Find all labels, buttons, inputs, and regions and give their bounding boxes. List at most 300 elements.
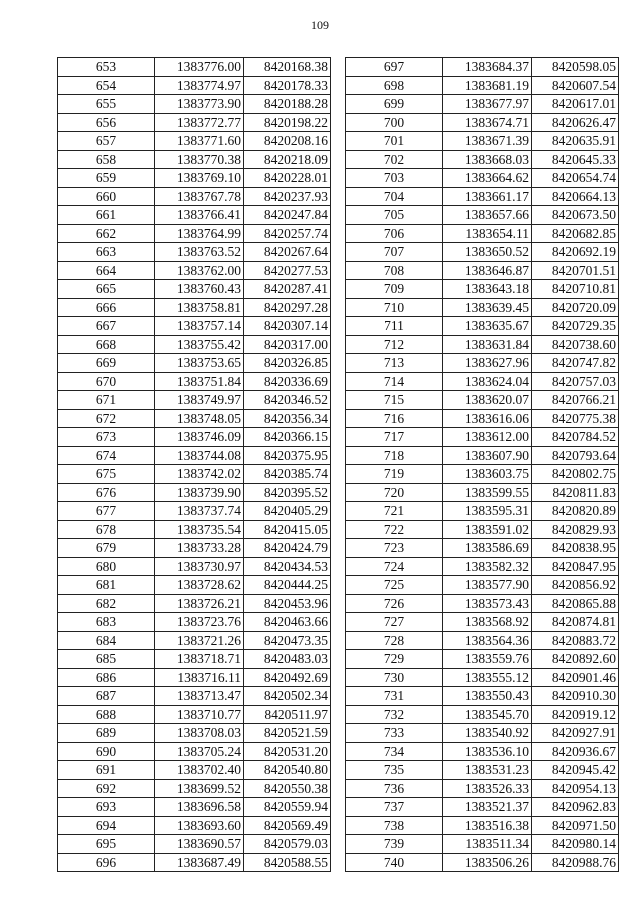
- point-number-cell: 665: [58, 280, 155, 299]
- y-coordinate-cell: 8420218.09: [244, 150, 331, 169]
- point-number-cell: 663: [58, 243, 155, 262]
- point-number-cell: 683: [58, 613, 155, 632]
- y-coordinate-cell: 8420492.69: [244, 668, 331, 687]
- point-number-cell: 732: [346, 705, 443, 724]
- table-row: [346, 705, 619, 724]
- table-row: [58, 224, 331, 243]
- x-coordinate-cell: 1383708.03: [155, 724, 244, 743]
- table-row: [58, 816, 331, 835]
- point-number-cell: 653: [58, 58, 155, 77]
- table-row: [58, 113, 331, 132]
- y-coordinate-cell: 8420247.84: [244, 206, 331, 225]
- x-coordinate-cell: 1383521.37: [443, 798, 532, 817]
- y-coordinate-cell: 8420307.14: [244, 317, 331, 336]
- y-coordinate-cell: 8420559.94: [244, 798, 331, 817]
- y-coordinate-cell: 8420550.38: [244, 779, 331, 798]
- point-number-cell: 664: [58, 261, 155, 280]
- point-number-cell: 671: [58, 391, 155, 410]
- x-coordinate-cell: 1383753.65: [155, 354, 244, 373]
- point-number-cell: 736: [346, 779, 443, 798]
- y-coordinate-cell: 8420738.60: [532, 335, 619, 354]
- y-coordinate-cell: 8420287.41: [244, 280, 331, 299]
- x-coordinate-cell: 1383677.97: [443, 95, 532, 114]
- table-row: [346, 317, 619, 336]
- table-row: [346, 187, 619, 206]
- y-coordinate-cell: 8420757.03: [532, 372, 619, 391]
- table-row: [346, 520, 619, 539]
- table-row: [346, 853, 619, 872]
- point-number-cell: 685: [58, 650, 155, 669]
- y-coordinate-cell: 8420502.34: [244, 687, 331, 706]
- point-number-cell: 677: [58, 502, 155, 521]
- y-coordinate-cell: 8420793.64: [532, 446, 619, 465]
- y-coordinate-cell: 8420910.30: [532, 687, 619, 706]
- point-number-cell: 698: [346, 76, 443, 95]
- y-coordinate-cell: 8420847.95: [532, 557, 619, 576]
- x-coordinate-cell: 1383726.21: [155, 594, 244, 613]
- point-number-cell: 658: [58, 150, 155, 169]
- table-row: [346, 779, 619, 798]
- x-coordinate-cell: 1383693.60: [155, 816, 244, 835]
- table-row: [58, 631, 331, 650]
- x-coordinate-cell: 1383545.70: [443, 705, 532, 724]
- x-coordinate-cell: 1383687.49: [155, 853, 244, 872]
- y-coordinate-cell: 8420936.67: [532, 742, 619, 761]
- table-row: [346, 76, 619, 95]
- point-number-cell: 660: [58, 187, 155, 206]
- point-number-cell: 694: [58, 816, 155, 835]
- point-number-cell: 722: [346, 520, 443, 539]
- point-number-cell: 655: [58, 95, 155, 114]
- point-number-cell: 718: [346, 446, 443, 465]
- y-coordinate-cell: 8420729.35: [532, 317, 619, 336]
- table-row: [58, 557, 331, 576]
- x-coordinate-cell: 1383573.43: [443, 594, 532, 613]
- point-number-cell: 656: [58, 113, 155, 132]
- table-row: [58, 150, 331, 169]
- point-number-cell: 687: [58, 687, 155, 706]
- point-number-cell: 739: [346, 835, 443, 854]
- y-coordinate-cell: 8420444.25: [244, 576, 331, 595]
- point-number-cell: 731: [346, 687, 443, 706]
- x-coordinate-cell: 1383705.24: [155, 742, 244, 761]
- x-coordinate-cell: 1383603.75: [443, 465, 532, 484]
- table-row: [346, 169, 619, 188]
- table-row: [58, 687, 331, 706]
- point-number-cell: 701: [346, 132, 443, 151]
- y-coordinate-cell: 8420415.05: [244, 520, 331, 539]
- point-number-cell: 657: [58, 132, 155, 151]
- y-coordinate-cell: 8420962.83: [532, 798, 619, 817]
- table-row: [58, 798, 331, 817]
- table-row: [58, 372, 331, 391]
- y-coordinate-cell: 8420747.82: [532, 354, 619, 373]
- point-number-cell: 699: [346, 95, 443, 114]
- table-row: [346, 483, 619, 502]
- point-number-cell: 654: [58, 76, 155, 95]
- table-row: [346, 206, 619, 225]
- point-number-cell: 672: [58, 409, 155, 428]
- x-coordinate-cell: 1383564.36: [443, 631, 532, 650]
- point-number-cell: 690: [58, 742, 155, 761]
- table-row: [346, 798, 619, 817]
- x-coordinate-cell: 1383751.84: [155, 372, 244, 391]
- y-coordinate-cell: 8420617.01: [532, 95, 619, 114]
- point-number-cell: 712: [346, 335, 443, 354]
- y-coordinate-cell: 8420635.91: [532, 132, 619, 151]
- y-coordinate-cell: 8420188.28: [244, 95, 331, 114]
- x-coordinate-cell: 1383526.33: [443, 779, 532, 798]
- x-coordinate-cell: 1383744.08: [155, 446, 244, 465]
- x-coordinate-cell: 1383769.10: [155, 169, 244, 188]
- point-number-cell: 725: [346, 576, 443, 595]
- x-coordinate-cell: 1383536.10: [443, 742, 532, 761]
- x-coordinate-cell: 1383730.97: [155, 557, 244, 576]
- coordinate-table-right-body: [346, 58, 619, 872]
- table-row: [58, 169, 331, 188]
- point-number-cell: 716: [346, 409, 443, 428]
- y-coordinate-cell: 8420856.92: [532, 576, 619, 595]
- table-row: [346, 261, 619, 280]
- y-coordinate-cell: 8420692.19: [532, 243, 619, 262]
- table-row: [346, 372, 619, 391]
- table-row: [346, 557, 619, 576]
- y-coordinate-cell: 8420883.72: [532, 631, 619, 650]
- table-row: [346, 761, 619, 780]
- table-row: [346, 816, 619, 835]
- table-row: [58, 483, 331, 502]
- table-row: [346, 150, 619, 169]
- table-row: [58, 428, 331, 447]
- page-number: 109: [311, 18, 329, 32]
- y-coordinate-cell: 8420463.66: [244, 613, 331, 632]
- x-coordinate-cell: 1383631.84: [443, 335, 532, 354]
- x-coordinate-cell: 1383643.18: [443, 280, 532, 299]
- y-coordinate-cell: 8420654.74: [532, 169, 619, 188]
- x-coordinate-cell: 1383595.31: [443, 502, 532, 521]
- x-coordinate-cell: 1383735.54: [155, 520, 244, 539]
- table-row: [58, 724, 331, 743]
- point-number-cell: 659: [58, 169, 155, 188]
- coordinate-table-right: [345, 57, 619, 872]
- table-row: [346, 58, 619, 77]
- point-number-cell: 704: [346, 187, 443, 206]
- point-number-cell: 719: [346, 465, 443, 484]
- y-coordinate-cell: 8420980.14: [532, 835, 619, 854]
- point-number-cell: 707: [346, 243, 443, 262]
- table-row: [58, 835, 331, 854]
- y-coordinate-cell: 8420579.03: [244, 835, 331, 854]
- x-coordinate-cell: 1383764.99: [155, 224, 244, 243]
- y-coordinate-cell: 8420326.85: [244, 354, 331, 373]
- point-number-cell: 714: [346, 372, 443, 391]
- table-row: [58, 576, 331, 595]
- table-row: [58, 705, 331, 724]
- x-coordinate-cell: 1383739.90: [155, 483, 244, 502]
- y-coordinate-cell: 8420927.91: [532, 724, 619, 743]
- y-coordinate-cell: 8420483.03: [244, 650, 331, 669]
- point-number-cell: 662: [58, 224, 155, 243]
- y-coordinate-cell: 8420531.20: [244, 742, 331, 761]
- y-coordinate-cell: 8420336.69: [244, 372, 331, 391]
- table-row: [346, 576, 619, 595]
- point-number-cell: 726: [346, 594, 443, 613]
- y-coordinate-cell: 8420346.52: [244, 391, 331, 410]
- x-coordinate-cell: 1383766.41: [155, 206, 244, 225]
- point-number-cell: 700: [346, 113, 443, 132]
- table-row: [58, 261, 331, 280]
- table-row: [346, 354, 619, 373]
- y-coordinate-cell: 8420682.85: [532, 224, 619, 243]
- x-coordinate-cell: 1383770.38: [155, 150, 244, 169]
- x-coordinate-cell: 1383702.40: [155, 761, 244, 780]
- table-row: [346, 724, 619, 743]
- x-coordinate-cell: 1383767.78: [155, 187, 244, 206]
- point-number-cell: 695: [58, 835, 155, 854]
- y-coordinate-cell: 8420405.29: [244, 502, 331, 521]
- y-coordinate-cell: 8420919.12: [532, 705, 619, 724]
- x-coordinate-cell: 1383681.19: [443, 76, 532, 95]
- point-number-cell: 735: [346, 761, 443, 780]
- y-coordinate-cell: 8420971.50: [532, 816, 619, 835]
- point-number-cell: 697: [346, 58, 443, 77]
- x-coordinate-cell: 1383664.62: [443, 169, 532, 188]
- point-number-cell: 669: [58, 354, 155, 373]
- point-number-cell: 686: [58, 668, 155, 687]
- x-coordinate-cell: 1383668.03: [443, 150, 532, 169]
- table-row: [346, 594, 619, 613]
- table-row: [346, 243, 619, 262]
- y-coordinate-cell: 8420838.95: [532, 539, 619, 558]
- x-coordinate-cell: 1383746.09: [155, 428, 244, 447]
- table-row: [58, 317, 331, 336]
- x-coordinate-cell: 1383721.26: [155, 631, 244, 650]
- y-coordinate-cell: 8420607.54: [532, 76, 619, 95]
- y-coordinate-cell: 8420901.46: [532, 668, 619, 687]
- x-coordinate-cell: 1383728.62: [155, 576, 244, 595]
- point-number-cell: 679: [58, 539, 155, 558]
- table-row: [58, 243, 331, 262]
- y-coordinate-cell: 8420673.50: [532, 206, 619, 225]
- point-number-cell: 705: [346, 206, 443, 225]
- table-row: [58, 539, 331, 558]
- y-coordinate-cell: 8420297.28: [244, 298, 331, 317]
- y-coordinate-cell: 8420395.52: [244, 483, 331, 502]
- x-coordinate-cell: 1383772.77: [155, 113, 244, 132]
- point-number-cell: 693: [58, 798, 155, 817]
- y-coordinate-cell: 8420257.74: [244, 224, 331, 243]
- y-coordinate-cell: 8420988.76: [532, 853, 619, 872]
- table-row: [346, 446, 619, 465]
- point-number-cell: 709: [346, 280, 443, 299]
- x-coordinate-cell: 1383733.28: [155, 539, 244, 558]
- point-number-cell: 734: [346, 742, 443, 761]
- table-row: [58, 502, 331, 521]
- y-coordinate-cell: 8420434.53: [244, 557, 331, 576]
- x-coordinate-cell: 1383773.90: [155, 95, 244, 114]
- y-coordinate-cell: 8420228.01: [244, 169, 331, 188]
- x-coordinate-cell: 1383757.14: [155, 317, 244, 336]
- coordinate-table-left-body: [58, 58, 331, 872]
- x-coordinate-cell: 1383568.92: [443, 613, 532, 632]
- x-coordinate-cell: 1383555.12: [443, 668, 532, 687]
- point-number-cell: 675: [58, 465, 155, 484]
- point-number-cell: 673: [58, 428, 155, 447]
- y-coordinate-cell: 8420874.81: [532, 613, 619, 632]
- table-row: [346, 224, 619, 243]
- point-number-cell: 728: [346, 631, 443, 650]
- x-coordinate-cell: 1383774.97: [155, 76, 244, 95]
- y-coordinate-cell: 8420356.34: [244, 409, 331, 428]
- table-row: [346, 742, 619, 761]
- point-number-cell: 706: [346, 224, 443, 243]
- x-coordinate-cell: 1383599.55: [443, 483, 532, 502]
- x-coordinate-cell: 1383713.47: [155, 687, 244, 706]
- x-coordinate-cell: 1383684.37: [443, 58, 532, 77]
- x-coordinate-cell: 1383699.52: [155, 779, 244, 798]
- point-number-cell: 667: [58, 317, 155, 336]
- point-number-cell: 729: [346, 650, 443, 669]
- table-row: [346, 409, 619, 428]
- table-row: [58, 779, 331, 798]
- y-coordinate-cell: 8420385.74: [244, 465, 331, 484]
- x-coordinate-cell: 1383742.02: [155, 465, 244, 484]
- table-row: [58, 187, 331, 206]
- x-coordinate-cell: 1383758.81: [155, 298, 244, 317]
- table-row: [346, 298, 619, 317]
- y-coordinate-cell: 8420277.53: [244, 261, 331, 280]
- y-coordinate-cell: 8420701.51: [532, 261, 619, 280]
- table-row: [346, 631, 619, 650]
- point-number-cell: 702: [346, 150, 443, 169]
- point-number-cell: 666: [58, 298, 155, 317]
- x-coordinate-cell: 1383671.39: [443, 132, 532, 151]
- x-coordinate-cell: 1383696.58: [155, 798, 244, 817]
- x-coordinate-cell: 1383531.23: [443, 761, 532, 780]
- y-coordinate-cell: 8420208.16: [244, 132, 331, 151]
- point-number-cell: 733: [346, 724, 443, 743]
- y-coordinate-cell: 8420366.15: [244, 428, 331, 447]
- y-coordinate-cell: 8420766.21: [532, 391, 619, 410]
- y-coordinate-cell: 8420802.75: [532, 465, 619, 484]
- point-number-cell: 661: [58, 206, 155, 225]
- table-row: [346, 465, 619, 484]
- x-coordinate-cell: 1383762.00: [155, 261, 244, 280]
- y-coordinate-cell: 8420588.55: [244, 853, 331, 872]
- table-row: [346, 335, 619, 354]
- x-coordinate-cell: 1383559.76: [443, 650, 532, 669]
- x-coordinate-cell: 1383650.52: [443, 243, 532, 262]
- point-number-cell: 691: [58, 761, 155, 780]
- table-row: [58, 668, 331, 687]
- point-number-cell: 738: [346, 816, 443, 835]
- x-coordinate-cell: 1383760.43: [155, 280, 244, 299]
- table-row: [58, 206, 331, 225]
- x-coordinate-cell: 1383771.60: [155, 132, 244, 151]
- y-coordinate-cell: 8420521.59: [244, 724, 331, 743]
- point-number-cell: 740: [346, 853, 443, 872]
- point-number-cell: 670: [58, 372, 155, 391]
- point-number-cell: 708: [346, 261, 443, 280]
- x-coordinate-cell: 1383511.34: [443, 835, 532, 854]
- y-coordinate-cell: 8420829.93: [532, 520, 619, 539]
- table-row: [58, 76, 331, 95]
- y-coordinate-cell: 8420267.64: [244, 243, 331, 262]
- point-number-cell: 668: [58, 335, 155, 354]
- y-coordinate-cell: 8420424.79: [244, 539, 331, 558]
- table-row: [346, 502, 619, 521]
- x-coordinate-cell: 1383627.96: [443, 354, 532, 373]
- point-number-cell: 680: [58, 557, 155, 576]
- table-row: [58, 391, 331, 410]
- point-number-cell: 724: [346, 557, 443, 576]
- y-coordinate-cell: 8420710.81: [532, 280, 619, 299]
- point-number-cell: 681: [58, 576, 155, 595]
- table-row: [346, 113, 619, 132]
- y-coordinate-cell: 8420892.60: [532, 650, 619, 669]
- point-number-cell: 684: [58, 631, 155, 650]
- table-row: [58, 446, 331, 465]
- x-coordinate-cell: 1383624.04: [443, 372, 532, 391]
- table-row: [58, 298, 331, 317]
- table-row: [346, 428, 619, 447]
- x-coordinate-cell: 1383748.05: [155, 409, 244, 428]
- table-row: [58, 650, 331, 669]
- table-row: [58, 742, 331, 761]
- point-number-cell: 682: [58, 594, 155, 613]
- point-number-cell: 678: [58, 520, 155, 539]
- table-row: [58, 58, 331, 77]
- point-number-cell: 715: [346, 391, 443, 410]
- table-row: [346, 95, 619, 114]
- table-row: [58, 594, 331, 613]
- table-row: [58, 409, 331, 428]
- x-coordinate-cell: 1383737.74: [155, 502, 244, 521]
- y-coordinate-cell: 8420626.47: [532, 113, 619, 132]
- table-row: [346, 835, 619, 854]
- x-coordinate-cell: 1383616.06: [443, 409, 532, 428]
- y-coordinate-cell: 8420375.95: [244, 446, 331, 465]
- point-number-cell: 688: [58, 705, 155, 724]
- point-number-cell: 689: [58, 724, 155, 743]
- x-coordinate-cell: 1383674.71: [443, 113, 532, 132]
- y-coordinate-cell: 8420453.96: [244, 594, 331, 613]
- x-coordinate-cell: 1383612.00: [443, 428, 532, 447]
- x-coordinate-cell: 1383657.66: [443, 206, 532, 225]
- table-row: [58, 280, 331, 299]
- table-row: [58, 95, 331, 114]
- table-row: [58, 354, 331, 373]
- coordinate-table-left: [57, 57, 331, 872]
- x-coordinate-cell: 1383620.07: [443, 391, 532, 410]
- y-coordinate-cell: 8420645.33: [532, 150, 619, 169]
- y-coordinate-cell: 8420945.42: [532, 761, 619, 780]
- y-coordinate-cell: 8420820.89: [532, 502, 619, 521]
- table-row: [346, 668, 619, 687]
- y-coordinate-cell: 8420540.80: [244, 761, 331, 780]
- table-row: [346, 613, 619, 632]
- x-coordinate-cell: 1383639.45: [443, 298, 532, 317]
- table-row: [346, 391, 619, 410]
- x-coordinate-cell: 1383582.32: [443, 557, 532, 576]
- x-coordinate-cell: 1383591.02: [443, 520, 532, 539]
- table-row: [58, 520, 331, 539]
- x-coordinate-cell: 1383654.11: [443, 224, 532, 243]
- y-coordinate-cell: 8420811.83: [532, 483, 619, 502]
- y-coordinate-cell: 8420720.09: [532, 298, 619, 317]
- x-coordinate-cell: 1383763.52: [155, 243, 244, 262]
- point-number-cell: 721: [346, 502, 443, 521]
